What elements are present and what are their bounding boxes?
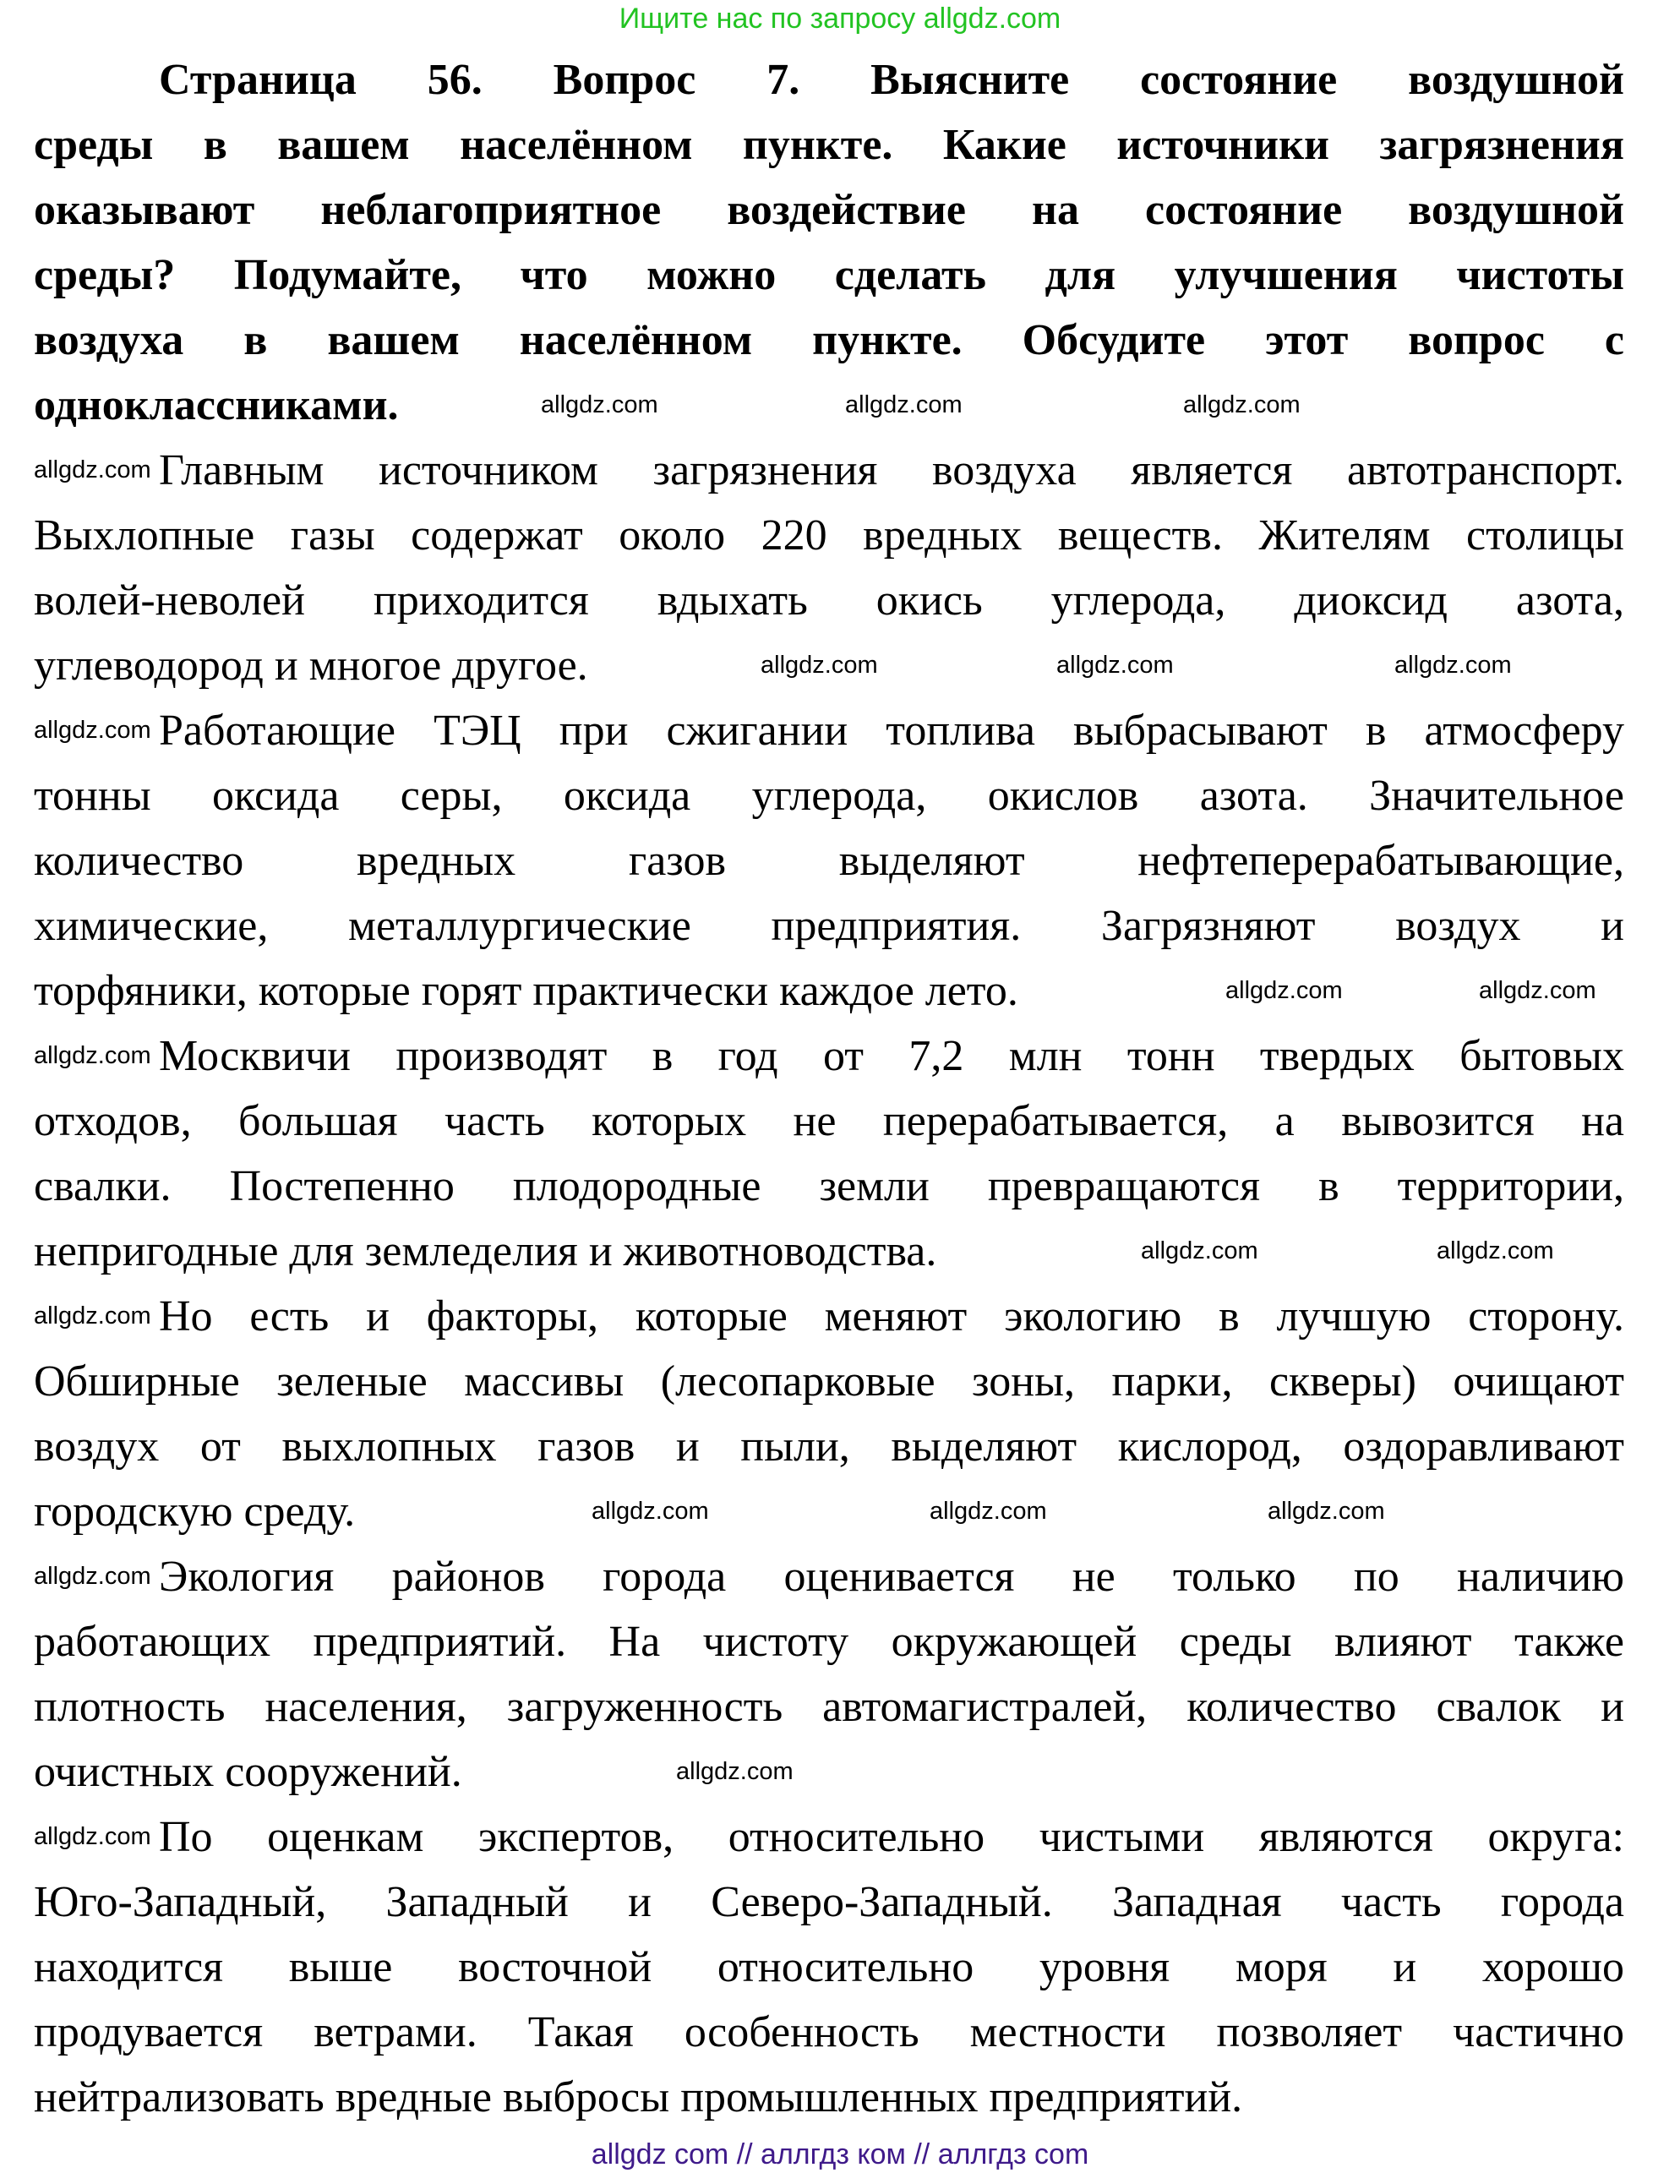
watermark-text: allgdz.com [34,1563,151,1590]
text-line: волей-неволей приходится вдыхать окись углерода, диоксид азота, [34,576,1624,625]
question-line: среды? Подумайте, что можно сделать для улучшения чистоты [34,251,1624,299]
text-line: работающих предприятий. На чистоту окружающей среды влияют также [34,1618,1624,1666]
text-line: продувается ветрами. Такая особенность местности позволяет частично [34,2008,1624,2056]
answer-content [34,47,1624,2130]
text-line: По оценкам экспертов, относительно чистыми являются округа: [159,1813,1624,1861]
watermark-text: allgdz.com [34,1823,151,1850]
watermark-text: allgdz.com [34,717,151,744]
text-line: углеводород и многое другое. [34,642,588,690]
watermark-text: allgdz.com [1225,977,1343,1004]
answer-body [34,438,1624,2130]
text-line: Юго-Западный, Западный и Северо-Западный. Западная часть города [34,1878,1624,1926]
text-line: торфяники, которые горят практически каждое лето. [34,967,1018,1015]
text-line: находится выше восточной относительно уровня моря и хорошо [34,1943,1624,1991]
paragraph [34,1544,1624,1805]
text-line: количество вредных газов выделяют нефтеперерабатывающие, [34,837,1624,885]
text-line: свалки. Постепенно плодородные земли превращаются в территории, [34,1162,1624,1210]
text-line: очистных сооружений. [34,1748,462,1796]
paragraph [34,698,1624,1024]
text-line: Выхлопные газы содержат около 220 вредных веществ. Жителям столицы [34,511,1624,560]
footer-links[interactable]: allgdz com // аллгдз ком // аллгдз com [591,2138,1089,2170]
search-banner: Ищите нас по запросу allgdz.com [619,3,1061,35]
text-line: воздух от выхлопных газов и пыли, выделяют кислород, оздоравливают [34,1422,1624,1471]
text-line: непригодные для земледелия и животноводства. [34,1227,937,1275]
text-line: плотность населения, загруженность автомагистралей, количество свалок и [34,1683,1624,1731]
text-line: Главным источником загрязнения воздуха является автотранспорт. [159,446,1624,494]
text-line: химические, металлургические предприятия. Загрязняют воздух и [34,902,1624,950]
text-line: городскую среду. [34,1488,356,1536]
watermark-text: allgdz.com [34,456,151,483]
question-line: оказывают неблагоприятное воздействие на состояние воздушной [34,186,1624,234]
question-heading [34,47,1624,438]
watermark-text: allgdz.com [1141,1237,1258,1264]
watermark-text: allgdz.com [34,1042,151,1069]
question-line: воздуха в вашем населённом пункте. Обсудите этот вопрос с [34,316,1624,364]
text-line: Москвичи производят в год от 7,2 млн тонн твердых бытовых [159,1032,1624,1080]
watermark-text: allgdz.com [1183,391,1301,418]
text-line: тонны оксида серы, оксида углерода, окислов азота. Значительное [34,772,1624,820]
watermark-text: allgdz.com [761,652,878,679]
watermark-text: allgdz.com [1479,977,1596,1004]
watermark-text: allgdz.com [1056,652,1174,679]
question-line: Страница 56. Вопрос 7. Выясните состояние воздушной [159,56,1624,104]
text-line: отходов, большая часть которых не перерабатывается, а вывозится на [34,1097,1624,1145]
paragraph [34,1284,1624,1544]
watermark-text: allgdz.com [1394,652,1512,679]
watermark-text: allgdz.com [34,1302,151,1330]
watermark-text: allgdz.com [845,391,963,418]
watermark-text: allgdz.com [592,1498,709,1525]
question-line: одноклассниками. [34,381,399,429]
text-line: Но есть и факторы, которые меняют экологию в лучшую сторону. [159,1292,1624,1340]
text-line: Обширные зеленые массивы (лесопарковые зоны, парки, скверы) очищают [34,1357,1624,1406]
text-line: нейтрализовать вредные выбросы промышленных предприятий. [34,2073,1243,2121]
text-line: Работающие ТЭЦ при сжигании топлива выбрасывают в атмосферу [159,707,1624,755]
paragraph [34,1805,1624,2130]
watermark-text: allgdz.com [541,391,658,418]
watermark-text: allgdz.com [1268,1498,1385,1525]
watermark-text: allgdz.com [930,1498,1047,1525]
paragraph [34,1024,1624,1284]
question-line: среды в вашем населённом пункте. Какие источники загрязнения [34,121,1624,169]
watermark-text: allgdz.com [1437,1237,1554,1264]
text-line: Экология районов города оценивается не только по наличию [159,1553,1624,1601]
watermark-text: allgdz.com [676,1758,794,1785]
